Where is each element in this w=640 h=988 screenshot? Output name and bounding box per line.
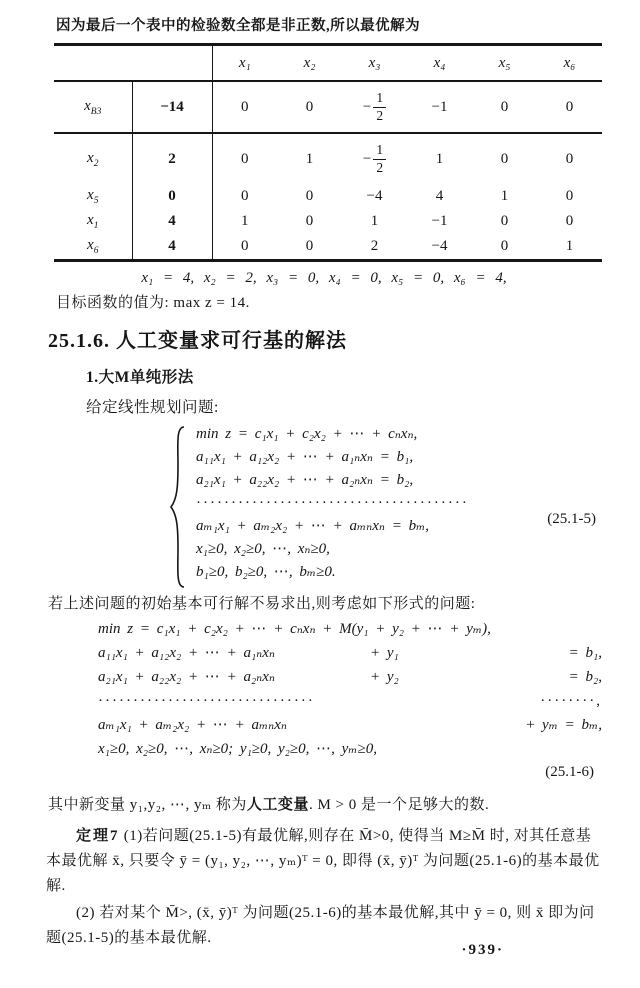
value-cell: 1 bbox=[565, 238, 574, 254]
table-header-row bbox=[54, 45, 602, 82]
value-cell: 0 bbox=[241, 150, 249, 167]
objective-line: 目标函数的值为: max z = 14. bbox=[56, 295, 250, 311]
paragraph-text: 其中新变量 y₁,y₂, ⋯, yₘ 称为 bbox=[48, 797, 247, 813]
variable-base: x bbox=[87, 212, 94, 228]
value-cell: −4 bbox=[366, 188, 383, 204]
fraction-numerator: 1 bbox=[373, 91, 386, 107]
equation-line: b₁≥0, b₂≥0, ⋯, bₘ≥0. bbox=[196, 564, 336, 580]
equation-right: + yₘ = bₘ, bbox=[525, 717, 602, 733]
fraction-denominator: 2 bbox=[376, 159, 384, 175]
value-cell: −4 bbox=[431, 238, 448, 254]
b-value-cell: 0 bbox=[132, 184, 212, 209]
problem-intro: 给定线性规划问题: bbox=[86, 399, 219, 416]
value-cell: 0 bbox=[241, 188, 249, 204]
header-spacer bbox=[54, 45, 212, 82]
equation-mid bbox=[370, 713, 500, 737]
term-artificial-variable: 人工变量 bbox=[246, 797, 309, 813]
table-row bbox=[54, 81, 602, 133]
variable-base: x bbox=[87, 149, 94, 166]
intro-text: 因为最后一个表中的检验数全都是非正数,所以最优解为 bbox=[56, 18, 421, 34]
table-row bbox=[54, 234, 602, 261]
equation-mid: + y₁ bbox=[370, 645, 399, 661]
value-cell-fraction bbox=[342, 133, 407, 184]
col-header-x3: x₃ bbox=[342, 45, 407, 82]
value-cell: 0 bbox=[305, 213, 314, 229]
variable-subscript: 5 bbox=[93, 196, 99, 206]
value-cell: 0 bbox=[241, 238, 249, 254]
value-cell: 1 bbox=[435, 150, 444, 167]
equation-mid bbox=[370, 689, 500, 713]
fraction-denominator: 2 bbox=[376, 107, 384, 123]
value-cell: 2 bbox=[370, 238, 379, 254]
basis-variable-label bbox=[54, 184, 132, 209]
equation-right: ········, bbox=[540, 693, 602, 709]
equation-left: a₁₁x₁ + a₁₂x₂ + ⋯ + a₁ₙxₙ bbox=[98, 645, 276, 661]
b-value-cell: 4 bbox=[132, 209, 212, 234]
col-header-x6: x₆ bbox=[537, 45, 602, 82]
solution-line: x₁ = 4, x₂ = 2, x₃ = 0, x₄ = 0, x₅ = 0, x₆ = 4, bbox=[141, 270, 507, 286]
equation-label-25-1-6: (25.1-6) bbox=[545, 764, 594, 780]
equation-row bbox=[98, 713, 602, 737]
equation-label-25-1-5: (25.1-5) bbox=[547, 511, 596, 527]
value-cell: 0 bbox=[212, 81, 277, 133]
value-cell: 0 bbox=[500, 150, 509, 167]
theorem-heading: 定理7 bbox=[76, 828, 120, 844]
col-header-x5: x₅ bbox=[472, 45, 537, 82]
value-cell: 0 bbox=[500, 238, 509, 254]
equation-left: a₂₁x₁ + a₂₂x₂ + ⋯ + a₂ₙxₙ bbox=[98, 669, 276, 685]
b-value-cell: −14 bbox=[132, 81, 212, 133]
consider-line: 若上述问题的初始基本可行解不易求出,则考虑如下形式的问题: bbox=[48, 596, 476, 612]
equation-line: aₘ₁x₁ + aₘ₂x₂ + ⋯ + aₘₙxₙ = bₘ, bbox=[196, 518, 430, 534]
value-cell: −1 bbox=[407, 81, 472, 133]
left-brace-icon bbox=[168, 425, 186, 594]
variable-base: x bbox=[87, 237, 94, 253]
equation-mid: + y₂ bbox=[370, 669, 399, 685]
value-cell: 1 bbox=[241, 213, 249, 229]
fraction-sign: − bbox=[362, 98, 372, 115]
value-cell: 1 bbox=[500, 188, 509, 204]
equation-line: a₂₁x₁ + a₂₂x₂ + ⋯ + a₂ₙxₙ = b₂, bbox=[196, 472, 414, 488]
value-cell: 0 bbox=[500, 213, 509, 229]
value-cell: 4 bbox=[435, 188, 444, 204]
col-header-x4: x₄ bbox=[407, 45, 472, 82]
value-cell: 0 bbox=[565, 188, 574, 204]
value-cell-fraction bbox=[342, 81, 407, 133]
basis-variable-label bbox=[54, 133, 132, 184]
theorem-body: (1)若问题(25.1-5)有最优解,则存在 M̄>0, 使得当 M≥M̄ 时, 对其任意基本最优解 x̄, 只要令 ȳ = (y₁, y₂, ⋯, yₘ)ᵀ = 0, 即得 (x̄, ȳ)ᵀ 为问题(25.1-6)的基本最优解. bbox=[46, 828, 600, 894]
value-cell: 0 bbox=[277, 81, 342, 133]
page-number: ·939· bbox=[461, 942, 504, 958]
col-header-x2: x₂ bbox=[277, 45, 342, 82]
value-cell: 1 bbox=[370, 213, 379, 229]
basis-variable-label bbox=[54, 234, 132, 261]
equation-right: = b₁, bbox=[568, 645, 602, 661]
basis-variable-label bbox=[54, 209, 132, 234]
equation-line: x₁≥0, x₂≥0, ⋯, xₙ≥0, bbox=[196, 541, 330, 557]
value-cell: 0 bbox=[305, 238, 314, 254]
paragraph-text: . M > 0 是一个足够大的数. bbox=[308, 797, 490, 813]
b-value-cell: 2 bbox=[132, 133, 212, 184]
table-row bbox=[54, 133, 602, 184]
value-cell: 0 bbox=[565, 150, 574, 167]
variable-subscript: B3 bbox=[90, 106, 102, 117]
variable-subscript: 1 bbox=[93, 221, 99, 231]
basis-variable-label bbox=[54, 81, 132, 133]
variable-subscript: 6 bbox=[93, 246, 99, 256]
table-row bbox=[54, 209, 602, 234]
equation-line: min z = c₁x₁ + c₂x₂ + ⋯ + cₙxₙ + M(y₁ + y₂ + ⋯ + yₘ), bbox=[98, 621, 491, 637]
b-value-cell: 4 bbox=[132, 234, 212, 261]
theorem-7-part2-paragraph: (2) 若对某个 M̄>, (x̄, ȳ)ᵀ 为问题(25.1-6)的基本最优解,其中 ȳ = 0, 则 x̄ 即为问题(25.1-5)的基本最优解. bbox=[46, 905, 595, 946]
value-cell: 1 bbox=[305, 150, 314, 167]
value-cell: −1 bbox=[431, 213, 448, 229]
method-subheading: 1.大M单纯形法 bbox=[86, 369, 194, 386]
section-heading: 25.1.6. 人工变量求可行基的解法 bbox=[48, 330, 347, 352]
value-cell: 0 bbox=[537, 81, 602, 133]
equation-left: ······························· bbox=[98, 693, 315, 709]
value-cell: 0 bbox=[472, 81, 537, 133]
equation-line: min z = c₁x₁ + c₂x₂ + ⋯ + cₙxₙ, bbox=[196, 426, 418, 442]
theorem-7-paragraph bbox=[46, 824, 602, 899]
fraction-numerator: 1 bbox=[373, 143, 386, 159]
col-header-x1: x₁ bbox=[212, 45, 277, 82]
fraction-sign: − bbox=[362, 150, 372, 167]
equation-dots-line: ······································· bbox=[196, 495, 469, 511]
variable-base: x bbox=[87, 187, 94, 203]
artificial-variables-paragraph bbox=[48, 793, 602, 818]
equation-row bbox=[98, 641, 602, 665]
variable-subscript: 2 bbox=[93, 158, 99, 169]
equation-left: aₘ₁x₁ + aₘ₂x₂ + ⋯ + aₘₙxₙ bbox=[98, 717, 287, 733]
equation-line: a₁₁x₁ + a₁₂x₂ + ⋯ + a₁ₙxₙ = b₁, bbox=[196, 449, 414, 465]
equation-dots-row bbox=[98, 689, 602, 713]
equation-row bbox=[98, 665, 602, 689]
equation-system-25-1-6 bbox=[46, 617, 602, 783]
simplex-tableau bbox=[54, 43, 602, 262]
equation-system-25-1-5 bbox=[46, 423, 602, 584]
equation-right: = b₂, bbox=[568, 669, 602, 685]
value-cell: 0 bbox=[565, 213, 574, 229]
table-row bbox=[54, 184, 602, 209]
variable-base: x bbox=[84, 97, 91, 114]
value-cell: 0 bbox=[305, 188, 314, 204]
equation-line: x₁≥0, x₂≥0, ⋯, xₙ≥0; y₁≥0, y₂≥0, ⋯, yₘ≥0, bbox=[98, 741, 377, 757]
